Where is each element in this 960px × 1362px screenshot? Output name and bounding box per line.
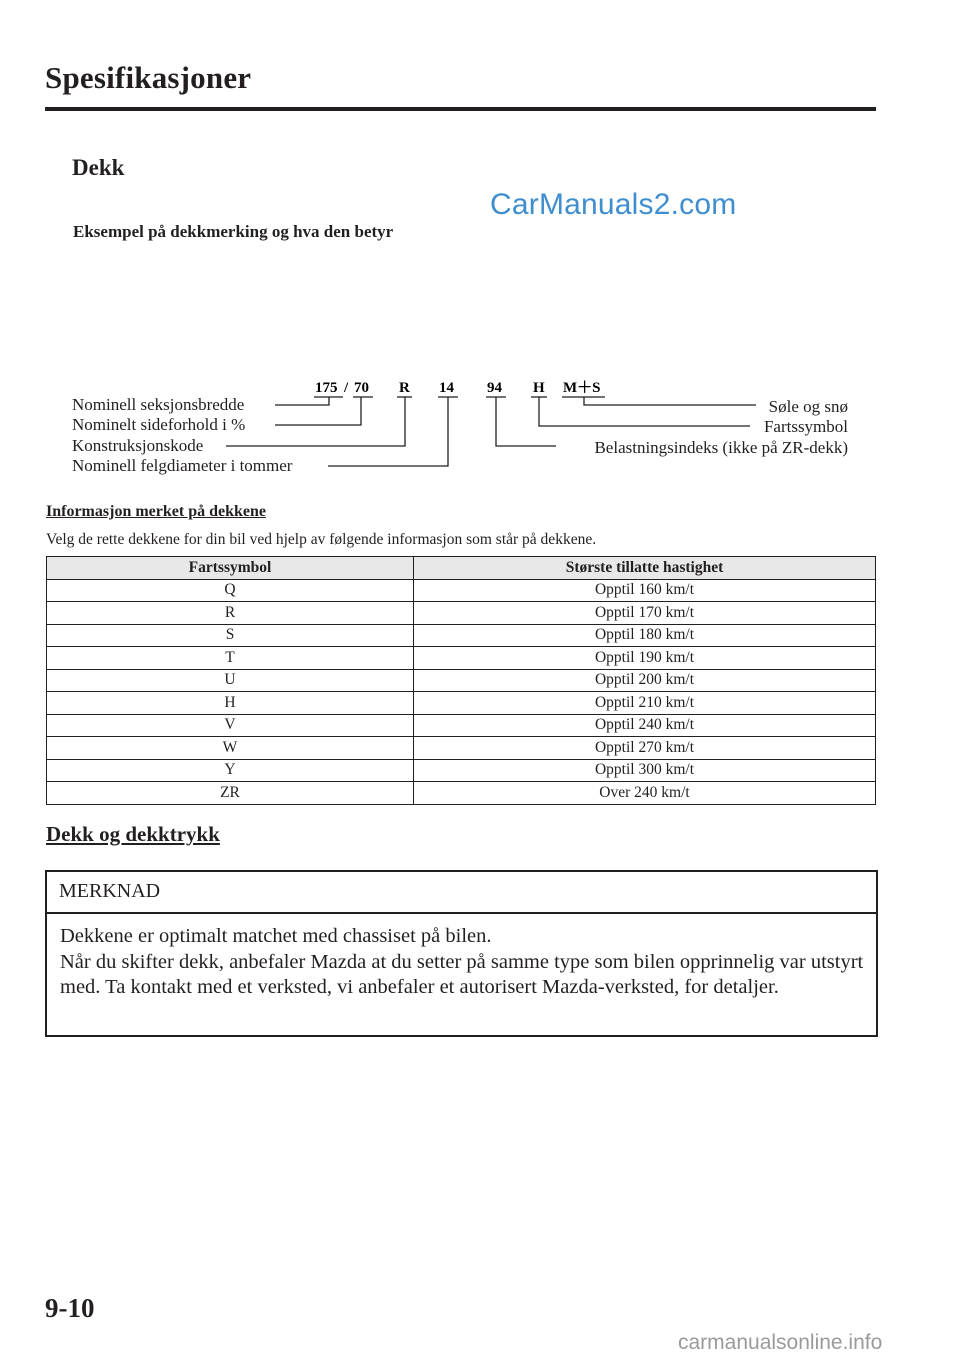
header-speed-symbol: Fartssymbol <box>47 557 414 580</box>
section-title: Dekk <box>72 155 125 180</box>
cell-symbol: U <box>47 669 414 692</box>
note-box <box>45 870 878 1037</box>
label-section-width: Nominell seksjonsbredde <box>72 395 245 414</box>
note-divider <box>47 912 876 914</box>
label-aspect-ratio: Nominelt sideforhold i % <box>72 415 246 434</box>
cell-symbol: Y <box>47 759 414 782</box>
header-rule <box>45 107 876 111</box>
tire-marking-diagram <box>0 360 960 490</box>
code-slash: / <box>344 380 349 396</box>
page-number: 9-10 <box>45 1293 95 1323</box>
label-rim-diameter: Nominell felgdiameter i tommer <box>72 456 293 475</box>
code-load: 94 <box>487 380 502 396</box>
label-load-index: Belastningsindeks (ikke på ZR-dekk) <box>594 438 848 457</box>
cell-speed: Over 240 km/t <box>414 782 876 805</box>
page-header-title: Spesifikasjoner <box>45 60 252 95</box>
cell-symbol: Q <box>47 579 414 602</box>
note-line: Dekkene er optimalt matchet med chassiset på bilen. <box>60 925 492 947</box>
cell-speed: Opptil 200 km/t <box>414 669 876 692</box>
cell-speed: Opptil 270 km/t <box>414 737 876 760</box>
cell-speed: Opptil 160 km/t <box>414 579 876 602</box>
cell-speed: Opptil 190 km/t <box>414 647 876 670</box>
cell-symbol: R <box>47 602 414 625</box>
cell-speed: Opptil 240 km/t <box>414 714 876 737</box>
table-row <box>47 714 876 737</box>
info-text: Velg de rette dekkene for din bil ved hjelp av følgende informasjon som står på dekkene. <box>46 531 597 548</box>
code-ratio: 70 <box>354 380 369 396</box>
table-row <box>47 737 876 760</box>
cell-symbol: W <box>47 737 414 760</box>
label-construction-code: Konstruksjonskode <box>72 436 204 455</box>
cell-symbol: T <box>47 647 414 670</box>
table-row <box>47 759 876 782</box>
code-speed: H <box>533 380 545 396</box>
cell-symbol: H <box>47 692 414 715</box>
subsection-title: Dekk og dekktrykk <box>46 822 220 846</box>
code-width: 175 <box>315 380 338 396</box>
table-header-row <box>47 557 876 580</box>
label-speed-symbol: Fartssymbol <box>763 417 848 436</box>
code-construction: R <box>399 380 410 396</box>
header-max-speed: Største tillatte hastighet <box>414 557 876 580</box>
watermark-link[interactable]: CarManuals2.com <box>490 188 737 221</box>
table-row <box>47 692 876 715</box>
info-heading: Informasjon merket på dekkene <box>46 503 266 520</box>
cell-symbol: ZR <box>47 782 414 805</box>
note-line: Når du skifter dekk, anbefaler Mazda at du setter på samme type som bilen opprinnelig var utstyrt med. Ta kontakt med et verksted, vi anbefaler et autorisert Mazda-verksted, for detaljer. <box>60 950 864 998</box>
speed-rating-table <box>46 556 876 805</box>
code-rim: 14 <box>439 380 454 396</box>
example-title: Eksempel på dekkmerking og hva den betyr <box>73 222 394 241</box>
table-row <box>47 602 876 625</box>
note-body <box>60 924 870 1001</box>
cell-speed: Opptil 210 km/t <box>414 692 876 715</box>
cell-speed: Opptil 170 km/t <box>414 602 876 625</box>
table-row <box>47 669 876 692</box>
footer-site-link[interactable]: carmanualsonline.info <box>678 1331 883 1354</box>
table-row <box>47 782 876 805</box>
cell-speed: Opptil 300 km/t <box>414 759 876 782</box>
note-title: MERKNAD <box>59 880 161 902</box>
table-row <box>47 579 876 602</box>
cell-speed: Opptil 180 km/t <box>414 624 876 647</box>
cell-symbol: S <box>47 624 414 647</box>
table-row <box>47 624 876 647</box>
table-row <box>47 647 876 670</box>
label-mud-snow: Søle og snø <box>768 397 848 416</box>
cell-symbol: V <box>47 714 414 737</box>
code-mud-snow: M＋S <box>563 380 601 396</box>
